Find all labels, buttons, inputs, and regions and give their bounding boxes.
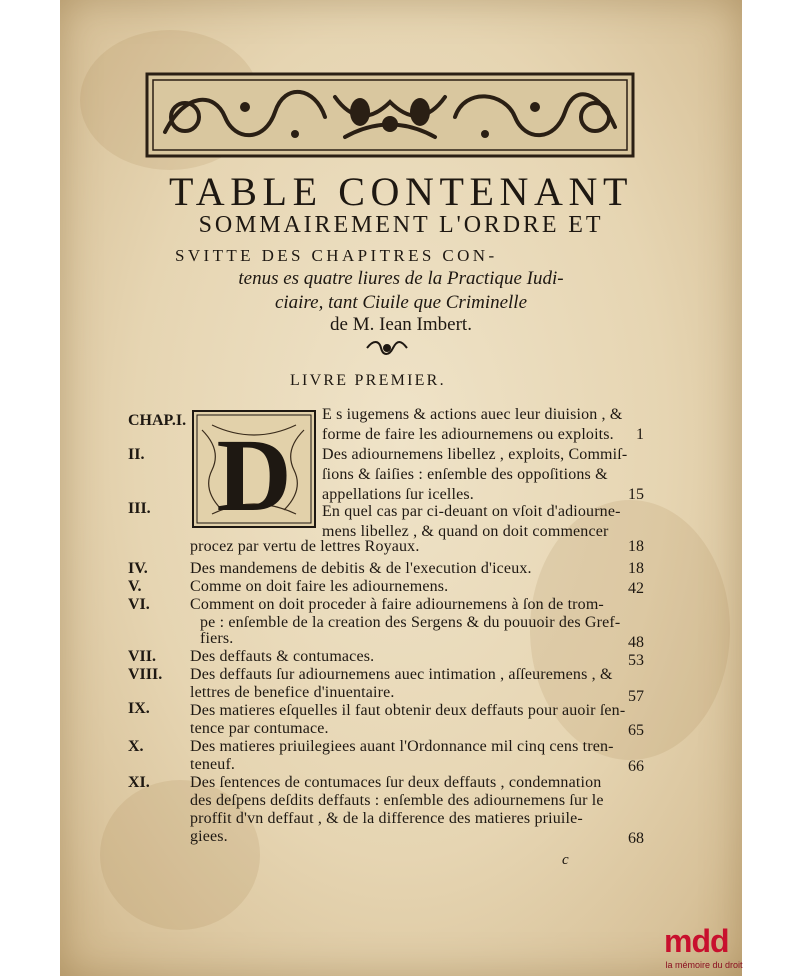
chapter-text-line: Des matieres priuilegiees auant l'Ordonnance mil cinq cens tren- <box>190 738 614 755</box>
book-heading: LIVRE PREMIER. <box>290 372 446 389</box>
chapter-text-line: Comme on doit faire les adiournemens. <box>190 578 449 595</box>
chapter-page-number: 65 <box>628 722 644 739</box>
chapter-text-line: Des deffauts ſur adiournemens auec intimation , aſſeuremens , & <box>190 666 613 683</box>
chapter-number: VI. <box>128 596 150 613</box>
chapter-text-line: appellations ſur icelles. <box>322 486 474 503</box>
chapter-number: VIII. <box>128 666 163 683</box>
chapter-text-line: pe : enſemble de la creation des Sergens & du pouuoir des Gref- <box>200 614 621 631</box>
logo-subtitle: la mémoire du droit <box>665 960 743 970</box>
chapter-number: II. <box>128 446 145 463</box>
chapter-text-line: E s iugemens & actions auec leur diuision , & <box>322 406 623 423</box>
chapter-text-line: procez par vertu de lettres Royaux. <box>190 538 420 555</box>
chapter-number: IV. <box>128 560 148 577</box>
chapter-text-line: giees. <box>190 828 228 845</box>
chapter-text-line: Des adiournemens libellez , exploits, Commiſ- <box>322 446 628 463</box>
decorated-drop-cap <box>192 410 316 528</box>
logo-wordmark: mdd <box>664 923 729 959</box>
chapter-page-number: 1 <box>636 426 644 443</box>
title-line-6: de M. Iean Imbert. <box>330 314 472 335</box>
chapter-text-line: forme de faire les adiournemens ou exploits. <box>322 426 614 443</box>
chapter-page-number: 15 <box>628 486 644 503</box>
chapter-text-line: En quel cas par ci-deuant on vſoit d'adiourne- <box>322 503 621 520</box>
chapter-number: III. <box>128 500 151 517</box>
chapter-text-line: Comment on doit proceder à faire adiournemens à ſon de trom- <box>190 596 604 613</box>
chapter-text-line: des deſpens deſdits deffauts : enſemble des adiournemens ſur le <box>190 792 604 809</box>
signature-mark: c <box>562 852 569 868</box>
chapter-page-number: 48 <box>628 634 644 651</box>
chapter-text-line: Des mandemens de debitis & de l'execution d'iceux. <box>190 560 532 577</box>
chapter-text-line: tence par contumace. <box>190 720 329 737</box>
title-line-2: SOMMAIREMENT L'ORDRE ET <box>198 212 604 238</box>
chapter-text-line: mens libellez , & quand on doit commencer <box>322 523 609 540</box>
chapter-number: CHAP.I. <box>128 412 187 429</box>
fleuron-ornament <box>365 340 409 356</box>
chapter-number: IX. <box>128 700 150 717</box>
chapter-text-line: Des deffauts & contumaces. <box>190 648 375 665</box>
chapter-number: VII. <box>128 648 157 665</box>
chapter-page-number: 57 <box>628 688 644 705</box>
ornamental-headband <box>145 72 635 158</box>
chapter-text-line: ſions & ſaiſies : enſemble des oppoſitions & <box>322 466 608 483</box>
title-line-1: TABLE CONTENANT <box>168 169 634 214</box>
chapter-text-line: Des ſentences de contumaces ſur deux deffauts , condemnation <box>190 774 602 791</box>
chapter-text-line: teneuf. <box>190 756 236 773</box>
chapter-text-line: proffit d'vn deffaut , & de la difference des matieres priuile- <box>190 810 583 827</box>
chapter-number: XI. <box>128 774 150 791</box>
chapter-number: V. <box>128 578 142 595</box>
chapter-page-number: 42 <box>628 580 644 597</box>
title-line-5: ciaire, tant Ciuile que Criminelle <box>274 292 528 313</box>
chapter-page-number: 53 <box>628 652 644 669</box>
watermark-logo <box>664 924 744 972</box>
chapter-page-number: 66 <box>628 758 644 775</box>
chapter-text-line: Des matieres eſquelles il faut obtenir deux deffauts pour auoir ſen- <box>190 702 626 719</box>
svg-text:D: D <box>216 418 292 528</box>
chapter-page-number: 18 <box>628 560 644 577</box>
chapter-page-number: 18 <box>628 538 644 555</box>
title-line-4: tenus es quatre liures de la Practique Iudi- <box>238 268 564 289</box>
chapter-text-line: fiers. <box>200 630 234 647</box>
title-line-3: SVITTE DES CHAPITRES CON- <box>175 246 498 265</box>
chapter-number: X. <box>128 738 144 755</box>
chapter-page-number: 68 <box>628 830 644 847</box>
chapter-text-line: lettres de benefice d'inuentaire. <box>190 684 395 701</box>
